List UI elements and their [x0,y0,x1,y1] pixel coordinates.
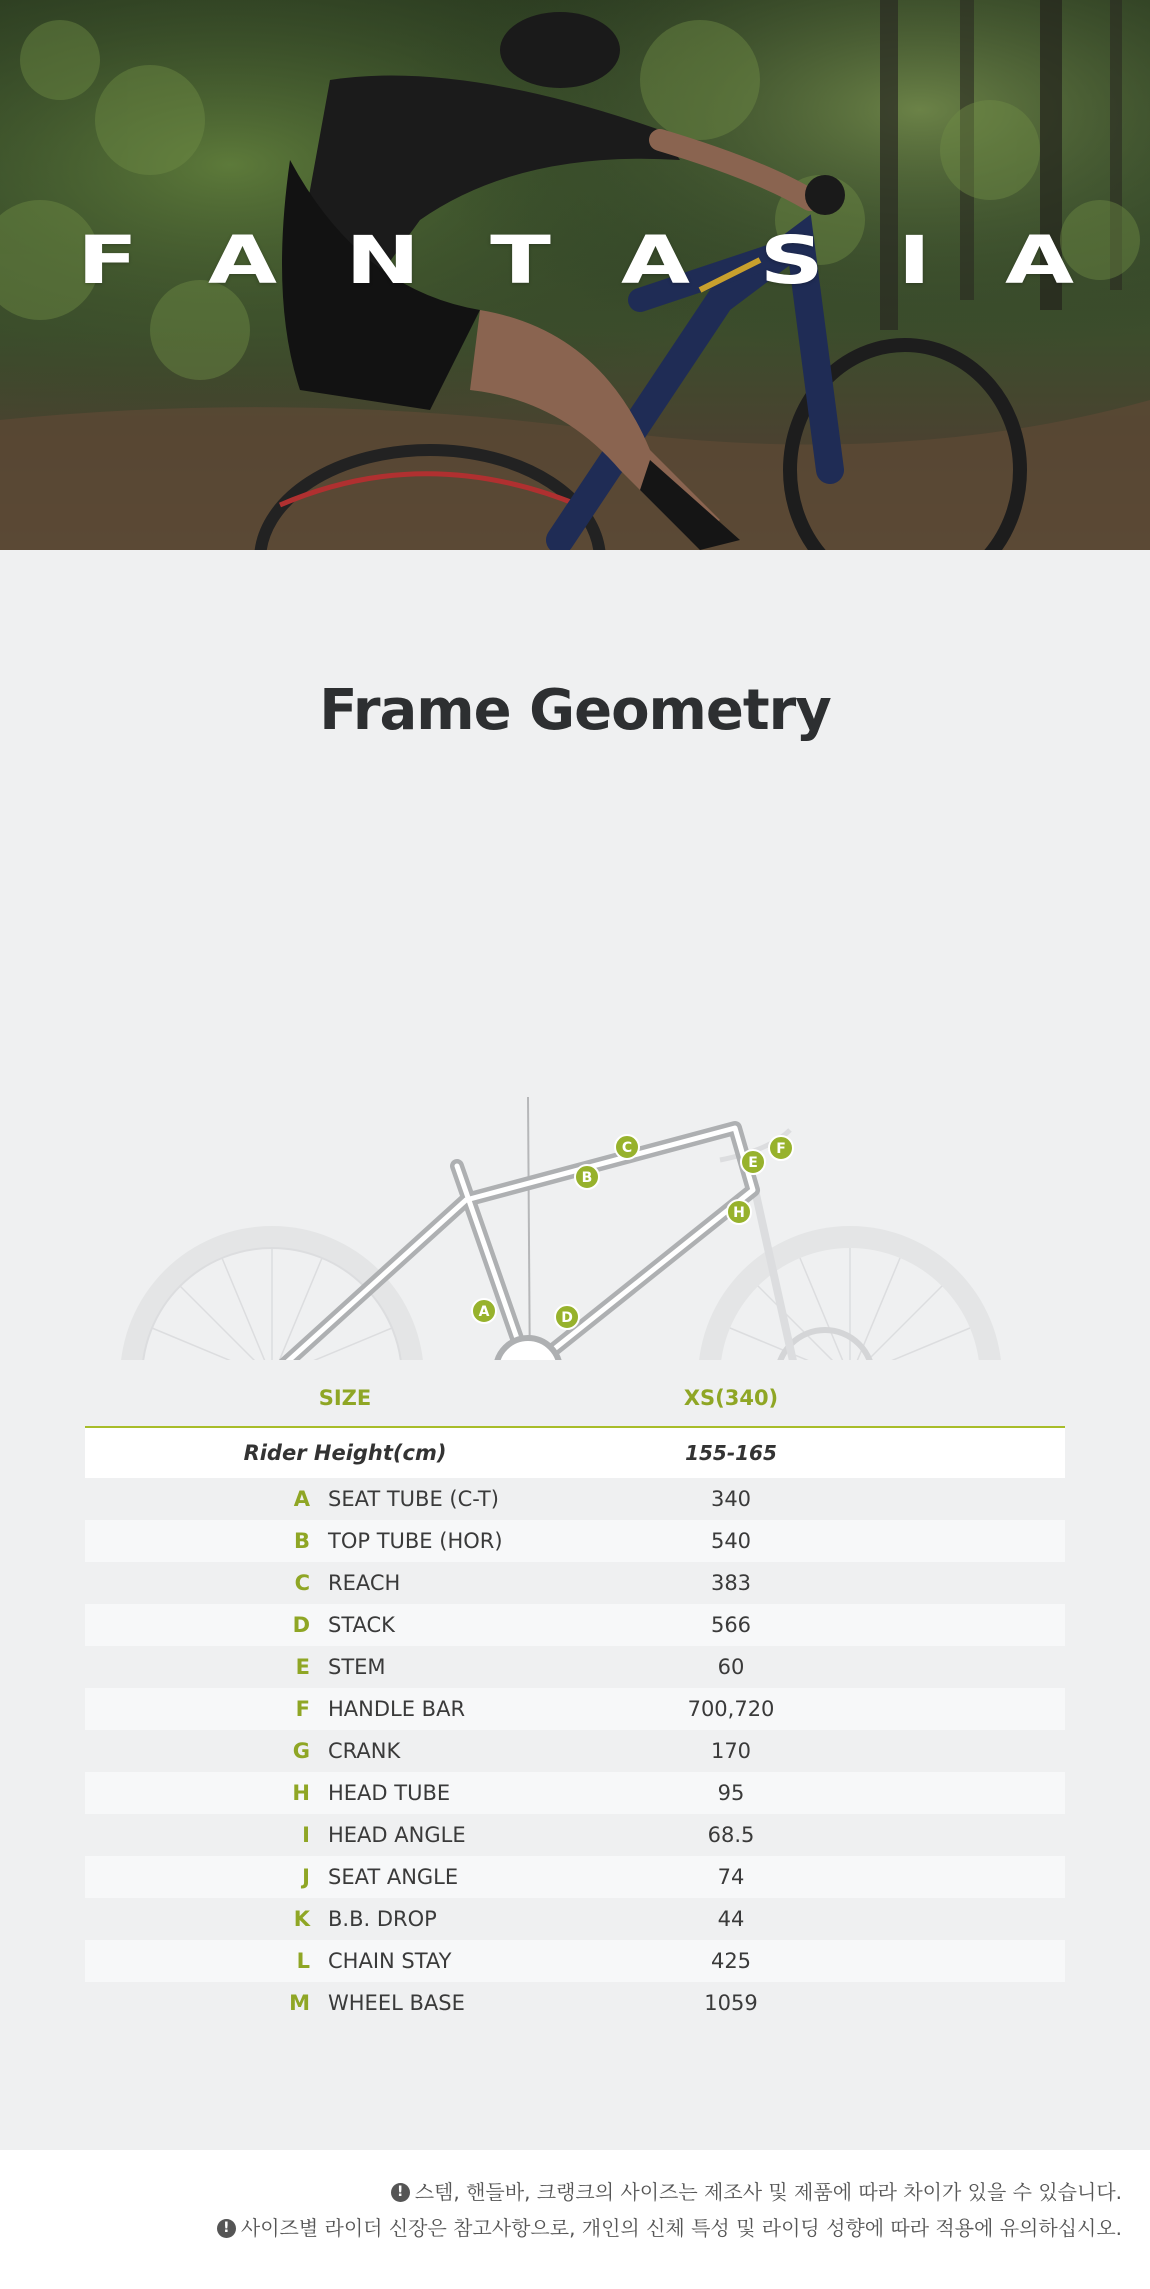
geometry-spec-table [85,1370,1065,2024]
row-letter: G [292,1739,310,1763]
row-letter: F [295,1697,310,1721]
hero-letter: A [1004,222,1074,299]
row-name: STEM [328,1655,386,1679]
section-title: Frame Geometry [319,678,831,743]
marker-label: D [561,1310,573,1326]
row-letter: A [293,1487,310,1511]
front-wheel [698,1226,1002,1360]
table-row [85,1478,1065,1520]
hero-letter: I [897,222,932,299]
marker-label: H [733,1205,745,1221]
table-row [85,1604,1065,1646]
rider-height-label: Rider Height(cm) [243,1441,447,1465]
marker-label: B [581,1170,593,1186]
row-name: REACH [328,1571,401,1595]
row-name: SEAT ANGLE [328,1865,459,1889]
note-item [0,2210,1122,2246]
table-row [85,1856,1065,1898]
row-name: SEAT TUBE (C-T) [328,1487,499,1511]
marker-e [741,1150,765,1174]
row-value: 68.5 [707,1823,755,1847]
geometry-section [0,550,1150,2150]
spec-header [85,1370,1065,1428]
table-row [85,1646,1065,1688]
hero-letter: T [489,222,551,299]
row-value: 95 [717,1781,745,1805]
marker-b [575,1165,599,1189]
row-value: 425 [710,1949,752,1973]
row-name: CRANK [328,1739,401,1763]
disclaimer-notes [0,2150,1150,2289]
table-row [85,1730,1065,1772]
row-value: 1059 [704,1991,758,2015]
hero-letter: S [759,222,824,299]
row-name: STACK [328,1613,395,1637]
row-letter: B [293,1529,310,1553]
table-row [85,1898,1065,1940]
table-row [85,1814,1065,1856]
table-row [85,1940,1065,1982]
note-text: 스템, 핸들바, 크랭크의 사이즈는 제조사 및 제품에 따라 차이가 있을 수 있습니다. [414,2180,1122,2204]
hero-letter: F [77,222,138,299]
marker-h [727,1200,751,1224]
hero-letter: A [208,222,278,299]
note-item [0,2174,1122,2210]
exclamation-icon: ! [217,2219,236,2238]
row-letter: D [292,1613,310,1637]
hero-photo [0,0,1150,550]
marker-label: A [478,1304,490,1320]
rider-height-row [85,1428,1065,1478]
marker-c [615,1135,639,1159]
row-value: 383 [710,1571,752,1595]
row-letter: M [289,1991,310,2015]
table-row [85,1688,1065,1730]
table-row [85,1982,1065,2024]
size-column-header: SIZE [318,1386,372,1410]
row-letter: E [295,1655,310,1679]
row-value: 540 [710,1529,752,1553]
marker-d [555,1305,579,1329]
hero-letter: A [620,222,690,299]
row-name: WHEEL BASE [328,1991,465,2015]
row-value: 74 [717,1865,745,1889]
hero-banner [0,0,1150,550]
marker-label: E [748,1155,758,1171]
hero-letter: N [345,222,421,299]
size-value-header: XS(340) [683,1386,779,1410]
rear-wheel [120,1226,424,1360]
row-value: 566 [710,1613,752,1637]
table-row [85,1520,1065,1562]
row-name: TOP TUBE (HOR) [328,1529,503,1553]
marker-label: F [776,1141,786,1157]
rider-height-value: 155-165 [685,1441,777,1465]
exclamation-icon: ! [391,2183,410,2202]
row-value: 44 [717,1907,745,1931]
row-value: 170 [710,1739,752,1763]
row-letter: K [293,1907,310,1931]
frame-geometry-diagram [0,800,1150,1360]
row-name: HEAD ANGLE [328,1823,466,1847]
row-letter: L [296,1949,310,1973]
row-name: HANDLE BAR [328,1697,466,1721]
row-letter: H [292,1781,310,1805]
row-value: 60 [717,1655,745,1679]
row-letter: I [302,1823,310,1847]
row-name: HEAD TUBE [328,1781,451,1805]
note-text: 사이즈별 라이더 신장은 참고사항으로, 개인의 신체 특성 및 라이딩 성향에 따라 적용에 유의하십시오. [240,2216,1122,2240]
row-value: 700,720 [687,1697,775,1721]
row-value: 340 [710,1487,752,1511]
marker-f [769,1136,793,1160]
spec-rows [85,1478,1065,2024]
row-name: CHAIN STAY [328,1949,452,1973]
table-row [85,1772,1065,1814]
row-name: B.B. DROP [328,1907,437,1931]
table-row [85,1562,1065,1604]
marker-label: C [621,1140,633,1156]
marker-a [472,1299,496,1323]
row-letter: J [302,1865,310,1889]
row-letter: C [294,1571,310,1595]
